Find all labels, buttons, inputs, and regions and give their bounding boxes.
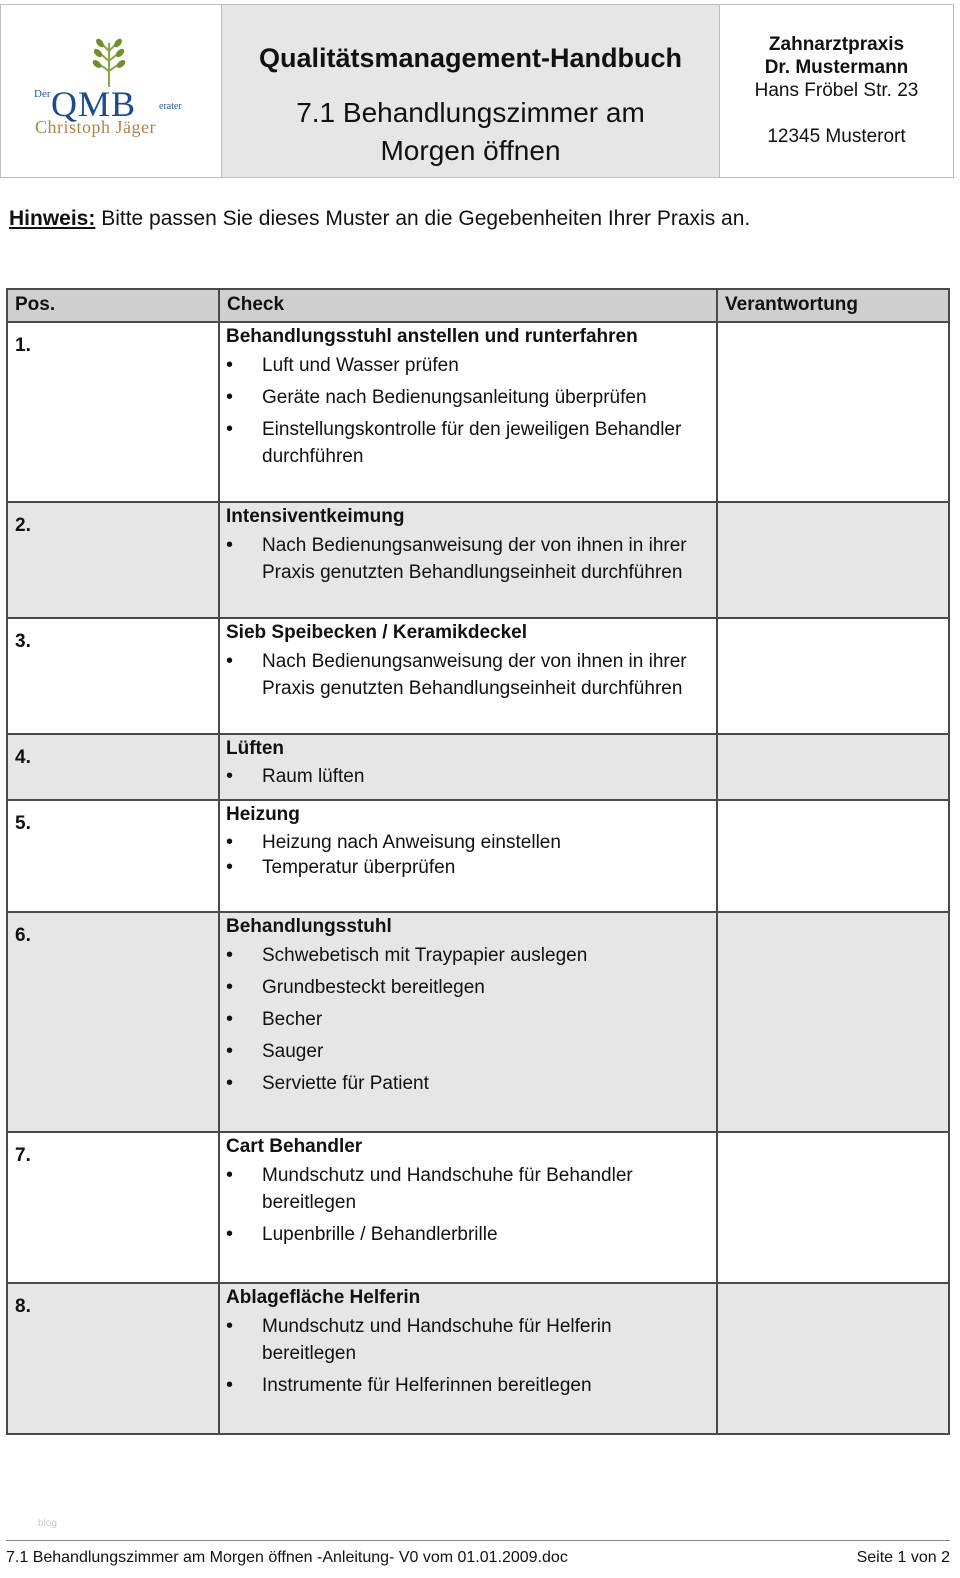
- row-pos: 3.: [7, 618, 219, 734]
- table-row: [7, 1283, 949, 1434]
- row-pos: 5.: [7, 800, 219, 912]
- header-pos: Pos.: [7, 289, 219, 322]
- row-pos: 1.: [7, 322, 219, 502]
- list-item: • Serviette für Patient: [226, 1070, 710, 1097]
- checklist-table: [6, 288, 950, 1435]
- city: 12345 Musterort: [767, 126, 906, 147]
- row-check: [219, 618, 717, 734]
- row-check: [219, 502, 717, 618]
- list-item: • Temperatur überprüfen: [226, 855, 710, 880]
- row-title: Lüften: [226, 738, 285, 759]
- logo-name: Christoph Jäger: [35, 117, 156, 137]
- row-responsibility[interactable]: [717, 618, 949, 734]
- hint-text: Bitte passen Sie dieses Muster an die Gegebenheiten Ihrer Praxis an.: [95, 207, 751, 230]
- street: Hans Fröbel Str. 23: [754, 80, 919, 101]
- row-title: Sieb Speibecken / Keramikdeckel: [226, 622, 527, 643]
- row-title: Intensiventkeimung: [226, 506, 405, 527]
- table-row: [7, 912, 949, 1132]
- logo-cell: [1, 5, 222, 177]
- list-item: • Raum lüften: [226, 764, 710, 789]
- row-responsibility[interactable]: [717, 800, 949, 912]
- page-footer: [6, 1540, 950, 1567]
- row-responsibility[interactable]: [717, 912, 949, 1132]
- row-pos: 4.: [7, 734, 219, 800]
- list-item: • Nach Bedienungsanweisung der von ihnen in ihrer Praxis genutzten Behandlungseinheit durchführen: [226, 648, 710, 702]
- row-responsibility[interactable]: [717, 502, 949, 618]
- row-title: Heizung: [226, 804, 300, 825]
- row-title: Behandlungsstuhl anstellen und runterfahren: [226, 326, 638, 347]
- row-check: [219, 912, 717, 1132]
- row-pos: 8.: [7, 1283, 219, 1434]
- row-title: Cart Behandler: [226, 1136, 363, 1157]
- list-item: • Grundbesteckt bereitlegen: [226, 974, 710, 1001]
- table-row: [7, 322, 949, 502]
- header-check: Check: [219, 289, 717, 322]
- address-cell: [720, 5, 953, 177]
- list-item: • Heizung nach Anweisung einstellen: [226, 830, 710, 855]
- handbook-title: Qualitätsmanagement-Handbuch: [258, 43, 683, 73]
- footer-page-number: Seite 1 von 2: [856, 1549, 950, 1566]
- logo-berater: erater: [159, 101, 182, 112]
- row-check: [219, 1132, 717, 1283]
- hint-line: [9, 207, 750, 231]
- list-item: • Nach Bedienungsanweisung der von ihnen in ihrer Praxis genutzten Behandlungseinheit durchführen: [226, 532, 710, 586]
- table-row: [7, 502, 949, 618]
- logo-der: Der: [34, 88, 51, 100]
- row-pos: 2.: [7, 502, 219, 618]
- table-row: [7, 734, 949, 800]
- row-responsibility[interactable]: [717, 734, 949, 800]
- logo-qmb: QMB: [51, 84, 137, 124]
- list-item: • Schwebetisch mit Traypapier auslegen: [226, 942, 710, 969]
- row-check: [219, 322, 717, 502]
- footer-filename: 7.1 Behandlungszimmer am Morgen öffnen -Anleitung- V0 vom 01.01.2009.doc: [6, 1549, 568, 1566]
- row-pos: 6.: [7, 912, 219, 1132]
- row-check: [219, 1283, 717, 1434]
- list-item: • Mundschutz und Handschuhe für Helferin bereitlegen: [226, 1313, 710, 1367]
- list-item: • Becher: [226, 1006, 710, 1033]
- row-title: Behandlungsstuhl: [226, 916, 392, 937]
- title-cell: [222, 5, 720, 177]
- list-item: • Sauger: [226, 1038, 710, 1065]
- table-row: [7, 1132, 949, 1283]
- list-item: • Mundschutz und Handschuhe für Behandler bereitlegen: [226, 1162, 710, 1216]
- row-check: [219, 734, 717, 800]
- chapter-title: 7.1 Behandlungszimmer am Morgen öffnen: [296, 97, 645, 166]
- list-item: • Luft und Wasser prüfen: [226, 352, 710, 379]
- table-row: [7, 618, 949, 734]
- watermark: blog: [38, 1518, 57, 1529]
- hint-label: Hinweis:: [9, 207, 96, 230]
- document-header: [0, 4, 954, 178]
- row-responsibility[interactable]: [717, 322, 949, 502]
- row-pos: 7.: [7, 1132, 219, 1283]
- practice-name: Zahnarztpraxis: [768, 34, 905, 55]
- list-item: • Geräte nach Bedienungsanleitung überprüfen: [226, 384, 710, 411]
- header-responsibility: Verantwortung: [717, 289, 949, 322]
- list-item: • Instrumente für Helferinnen bereitlegen: [226, 1372, 710, 1399]
- qmb-logo: [31, 43, 201, 143]
- row-responsibility[interactable]: [717, 1132, 949, 1283]
- row-check: [219, 800, 717, 912]
- table-row: [7, 800, 949, 912]
- row-title: Ablagefläche Helferin: [226, 1287, 421, 1308]
- doctor-name: Dr. Mustermann: [764, 57, 909, 78]
- wheat-icon: [87, 37, 131, 89]
- list-item: • Lupenbrille / Behandlerbrille: [226, 1221, 710, 1248]
- list-item: • Einstellungskontrolle für den jeweiligen Behandler durchführen: [226, 416, 710, 470]
- row-responsibility[interactable]: [717, 1283, 949, 1434]
- table-header-row: [7, 289, 949, 322]
